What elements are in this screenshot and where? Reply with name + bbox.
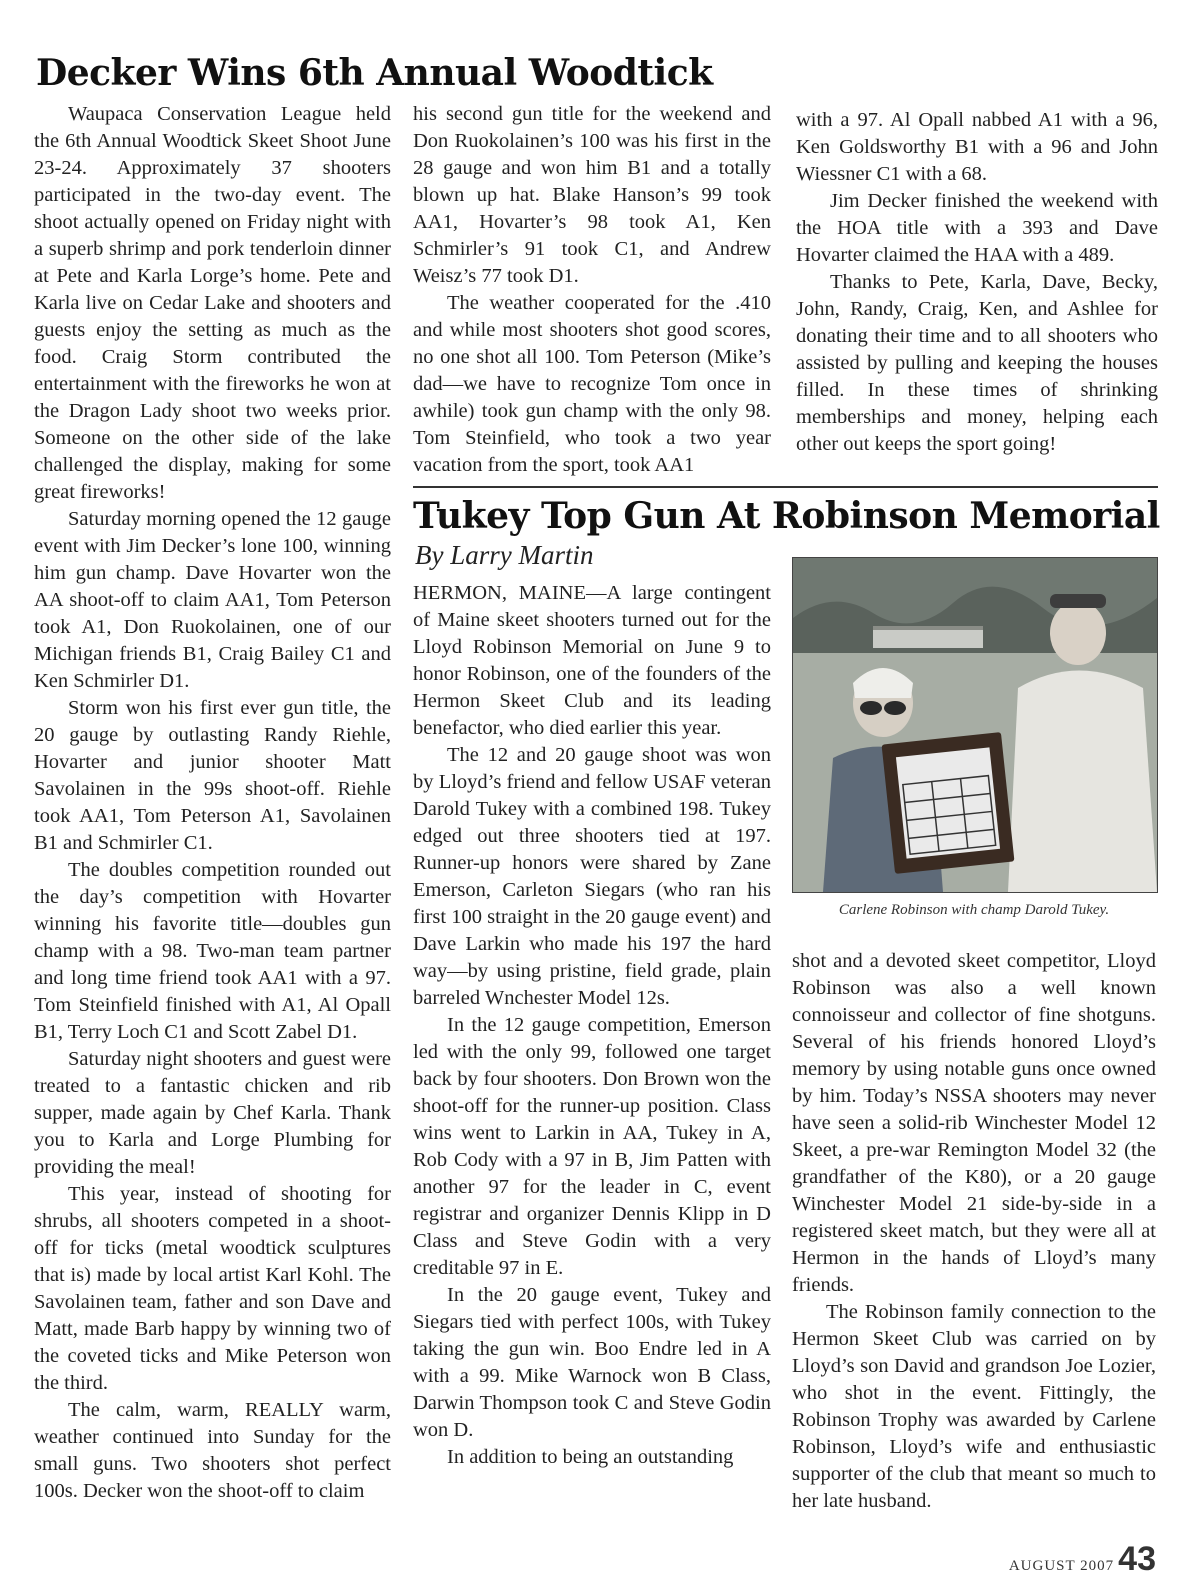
article1-headline: Decker Wins 6th Annual Woodtick <box>36 52 713 94</box>
photo-illustration <box>793 558 1157 892</box>
paragraph: Saturday morning opened the 12 gauge event with Jim Decker’s lone 100, winning him gun champ. Dave Hovarter won the AA shoot-off to claim AA1, Tom Peterson took A1, Don Ruokolainen, one of our Michigan friends B1, Craig Bailey C1 and Ken Schmirler D1. <box>34 508 391 692</box>
paragraph: The Robinson family connection to the Hermon Skeet Club was carried on by Lloyd’s son David and grandson Joe Lozier, who shot in the event. Fittingly, the Robinson Trophy was awarded by Carlene Robinson, Lloyd’s wife and enthusiastic supporter of the club that meant so much to her late husband. <box>792 1301 1156 1512</box>
paragraph: The calm, warm, REALLY warm, weather continued into Sunday for the small guns. Two shooters shot perfect 100s. Decker won the shoot-off to claim <box>34 1399 391 1502</box>
article2-column-1 <box>413 580 771 1471</box>
article1-column-1 <box>34 101 391 1505</box>
section-divider <box>413 486 1158 488</box>
page-footer <box>1009 1540 1156 1579</box>
paragraph: Saturday night shooters and guest were treated to a fantastic chicken and rib supper, made again by Chef Karla. Thank you to Karla and Lorge Plumbing for providing the meal! <box>34 1048 391 1178</box>
article2-byline: By Larry Martin <box>415 540 594 570</box>
paragraph: The 12 and 20 gauge shoot was won by Lloyd’s friend and fellow USAF veteran Darold Tukey with a combined 198. Tukey edged out three shooters tied at 197. Runner-up honors were shared by Zane Emerson, Carleton Siegars (who ran his first 100 straight in the 20 gauge event) and Dave Larkin who made his 197 the hard way—by using pristine, field grade, plain barreled Wnchester Model 12s. <box>413 744 771 1009</box>
paragraph: Waupaca Conservation League held the 6th Annual Woodtick Skeet Shoot June 23-24. Approximately 37 shooters participated in the two-day event. The shoot actually opened on Friday night with a superb shrimp and pork tenderloin dinner at Pete and Karla Lorge’s home. Pete and Karla live on Cedar Lake and shooters and guests enjoy the setting as much as the food. Craig Storm contributed the entertainment with the fireworks he won at the Dragon Lady shoot two weeks prior. Someone on the other side of the lake challenged the display, making for some great fireworks! <box>34 103 391 503</box>
paragraph: HERMON, MAINE—A large contingent of Maine skeet shooters turned out for the Lloyd Robinson Memorial on June 9 to honor Robinson, one of the founders of the Hermon Skeet Club and its leading benefactor, who died earlier this year. <box>413 582 771 739</box>
paragraph: The weather cooperated for the .410 and while most shooters shot good scores, no one shot all 100. Tom Peterson (Mike’s dad—we have to recognize Tom once in awhile) took gun champ with the only 98. Tom Steinfield, who took a two year vacation from the sport, took AA1 <box>413 292 771 476</box>
paragraph: Thanks to Pete, Karla, Dave, Becky, John, Randy, Craig, Ken, and Ashlee for donating their time and to all shooters who assisted by pulling and keeping the houses filled. In these times of shrinking memberships and money, helping each other out keeps the sport going! <box>796 271 1158 455</box>
paragraph: In addition to being an outstanding <box>447 1446 734 1468</box>
paragraph: In the 12 gauge competition, Emerson led with the only 99, followed one target back by four shooters. Don Brown won the shoot-off for the runner-up position. Class wins went to Larkin in AA, Tukey in A, Rob Cody with a 97 in B, Jim Patten with another 97 for the leader in C, event registrar and organizer Dennis Klipp in D Class and Steve Godin with a very creditable 97 in E. <box>413 1014 771 1279</box>
article2-column-2 <box>792 948 1156 1515</box>
paragraph: In the 20 gauge event, Tukey and Siegars tied with perfect 100s, with Tukey taking the gun win. Boo Endre led in A with a 99. Mike Warnock won B Class, Darwin Thompson took C and Steve Godin won D. <box>413 1284 771 1441</box>
paragraph: This year, instead of shooting for shrubs, all shooters competed in a shoot-off for ticks (metal woodtick sculptures that is) made by local artist Karl Kohl. The Savolainen team, father and son Dave and Matt, made Barb happy by winning two of the coveted ticks and Mike Peterson won the third. <box>34 1183 391 1394</box>
paragraph: shot and a devoted skeet competitor, Lloyd Robinson was also a well known connoisseur and collector of fine shotguns. Several of his friends honored Lloyd’s memory by using notable guns once owned by him. Today’s NSSA shooters may never have seen a solid-rib Winchester Model 12 Skeet, a pre-war Remington Model 32 (the grandfather of the K80), or a 20 gauge Winchester Model 21 side-by-side in a registered skeet match, but they were all at Hermon in the hands of Lloyd’s many friends. <box>792 950 1156 1296</box>
page-number: 43 <box>1118 1540 1156 1578</box>
paragraph: Jim Decker finished the weekend with the HOA title with a 393 and Dave Hovarter claimed the HAA with a 489. <box>796 190 1158 266</box>
article1-column-3 <box>796 107 1158 458</box>
paragraph: with a 97. Al Opall nabbed A1 with a 96, Ken Goldsworthy B1 with a 96 and John Wiessner C1 with a 68. <box>796 109 1158 185</box>
article1-column-2 <box>413 101 771 479</box>
paragraph: Storm won his first ever gun title, the 20 gauge by outlasting Randy Riehle, Hovarter and junior shooter Matt Savolainen in the 99s shoot-off. Riehle took AA1, Tom Peterson A1, Savolainen B1 and Schmirler C1. <box>34 697 391 854</box>
photo-carlene-and-darold <box>792 557 1158 893</box>
paragraph: The doubles competition rounded out the day’s competition with Hovarter winning his favorite title—doubles gun champ with a 98. Two-man team partner and long time friend took AA1 with a 97. Tom Steinfield finished with A1, Al Opall B1, Terry Loch C1 and Scott Zabel D1. <box>34 859 391 1043</box>
article2-headline: Tukey Top Gun At Robinson Memorial <box>413 495 1160 537</box>
paragraph: his second gun title for the weekend and Don Ruokolainen’s 100 was his first in the 28 gauge and won him B1 and a totally blown up hat. Blake Hanson’s 99 took AA1, Hovarter’s 98 took A1, Ken Schmirler’s 91 took C1, and Andrew Weisz’s 77 took D1. <box>413 103 771 287</box>
photo-caption: Carlene Robinson with champ Darold Tukey. <box>838 902 1110 918</box>
issue-date: AUGUST 2007 <box>1008 1558 1115 1574</box>
